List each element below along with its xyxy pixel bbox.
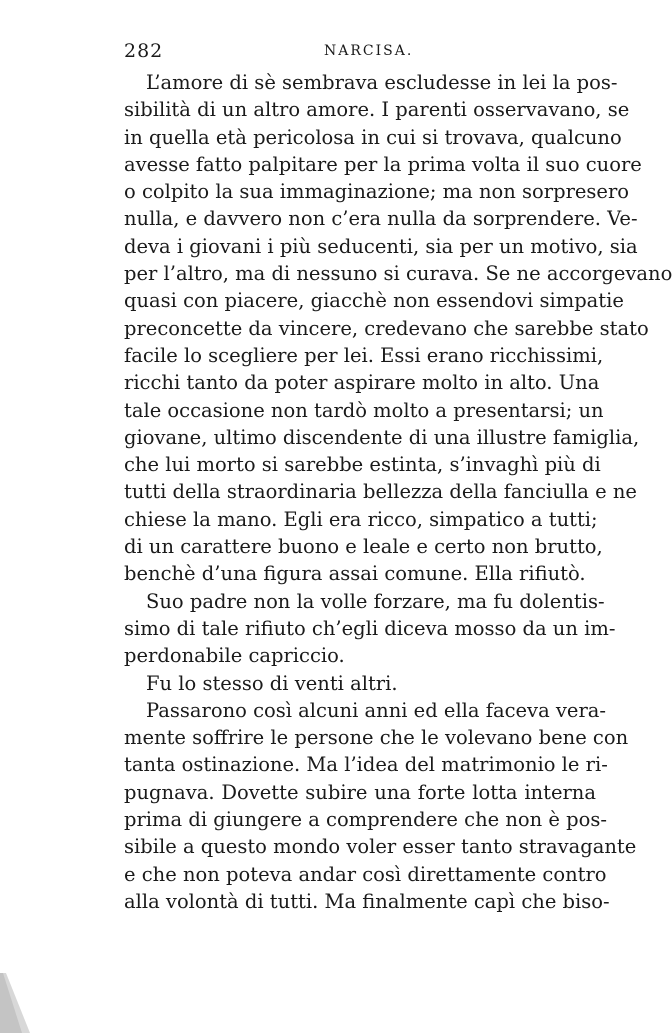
text-line: L’amore di sè sembrava escludesse in lei la pos- [146,71,618,94]
text-line: deva i giovani i più seducenti, sia per un motivo, sia [124,234,638,258]
text-line: chiese la mano. Egli era ricco, simpatico a tutti; [124,507,598,531]
text-line: mente soffrire le persone che le volevano bene con [124,726,629,750]
text-line: in quella età pericolosa in cui si trovava, qualcuno [124,125,622,149]
text-line: nulla, e davvero non c’era nulla da sorprendere. Ve- [124,207,638,231]
text-line: benchè d’una figura assai comune. Ella rifiutò. [124,562,586,586]
text-line: tutti della straordinaria bellezza della fanciulla e ne [124,480,637,504]
text-line: Fu lo stesso di venti altri. [146,671,398,695]
text-line: facile lo scegliere per lei. Essi erano ricchissimi, [124,343,604,367]
running-head: NARCISA. [324,43,414,59]
text-line: quasi con piacere, giacchè non essendovi simpatie [124,289,624,313]
page-edge-mark [0,973,40,1033]
text-line: giovane, ultimo discendente di una illustre famiglia, [124,425,640,449]
text-line: per l’altro, ma di nessuno si curava. Se ne accorgevano [124,262,672,286]
text-line: ricchi tanto da poter aspirare molto in alto. Una [124,371,600,395]
text-line: simo di tale rifiuto ch’egli diceva mosso da un im- [124,616,616,640]
text-line: prima di giungere a comprendere che non è pos- [124,808,607,832]
text-line: di un carattere buono e leale e certo non brutto, [124,535,603,559]
body-text [124,69,672,915]
text-line: Suo padre non la volle forzare, ma fu dolentis- [146,589,605,613]
text-line: alla volontà di tutti. Ma finalmente capì che biso- [124,889,610,913]
text-line: pugnava. Dovette subire una forte lotta interna [124,780,596,804]
text-line: sibilità di un altro amore. I parenti osservavano, se [124,98,630,122]
text-line: o colpito la sua immaginazione; ma non sorpresero [124,180,630,204]
text-line: perdonabile capriccio. [124,644,345,668]
text-line: e che non poteva andar così direttamente contro [124,862,607,886]
text-line: avesse fatto palpitare per la prima volta il suo cuore [124,152,642,176]
page-header [124,40,594,64]
text-line: Passarono così alcuni anni ed ella faceva vera- [146,698,606,722]
text-line: sibile a questo mondo voler esser tanto stravagante [124,835,637,859]
text-line: tanta ostinazione. Ma l’idea del matrimonio le ri- [124,753,608,777]
text-line: preconcette da vincere, credevano che sarebbe stato [124,316,649,340]
text-line: tale occasione non tardò molto a presentarsi; un [124,398,604,422]
text-line: che lui morto si sarebbe estinta, s’invaghì più di [124,453,601,477]
page-number: 282 [124,40,164,62]
